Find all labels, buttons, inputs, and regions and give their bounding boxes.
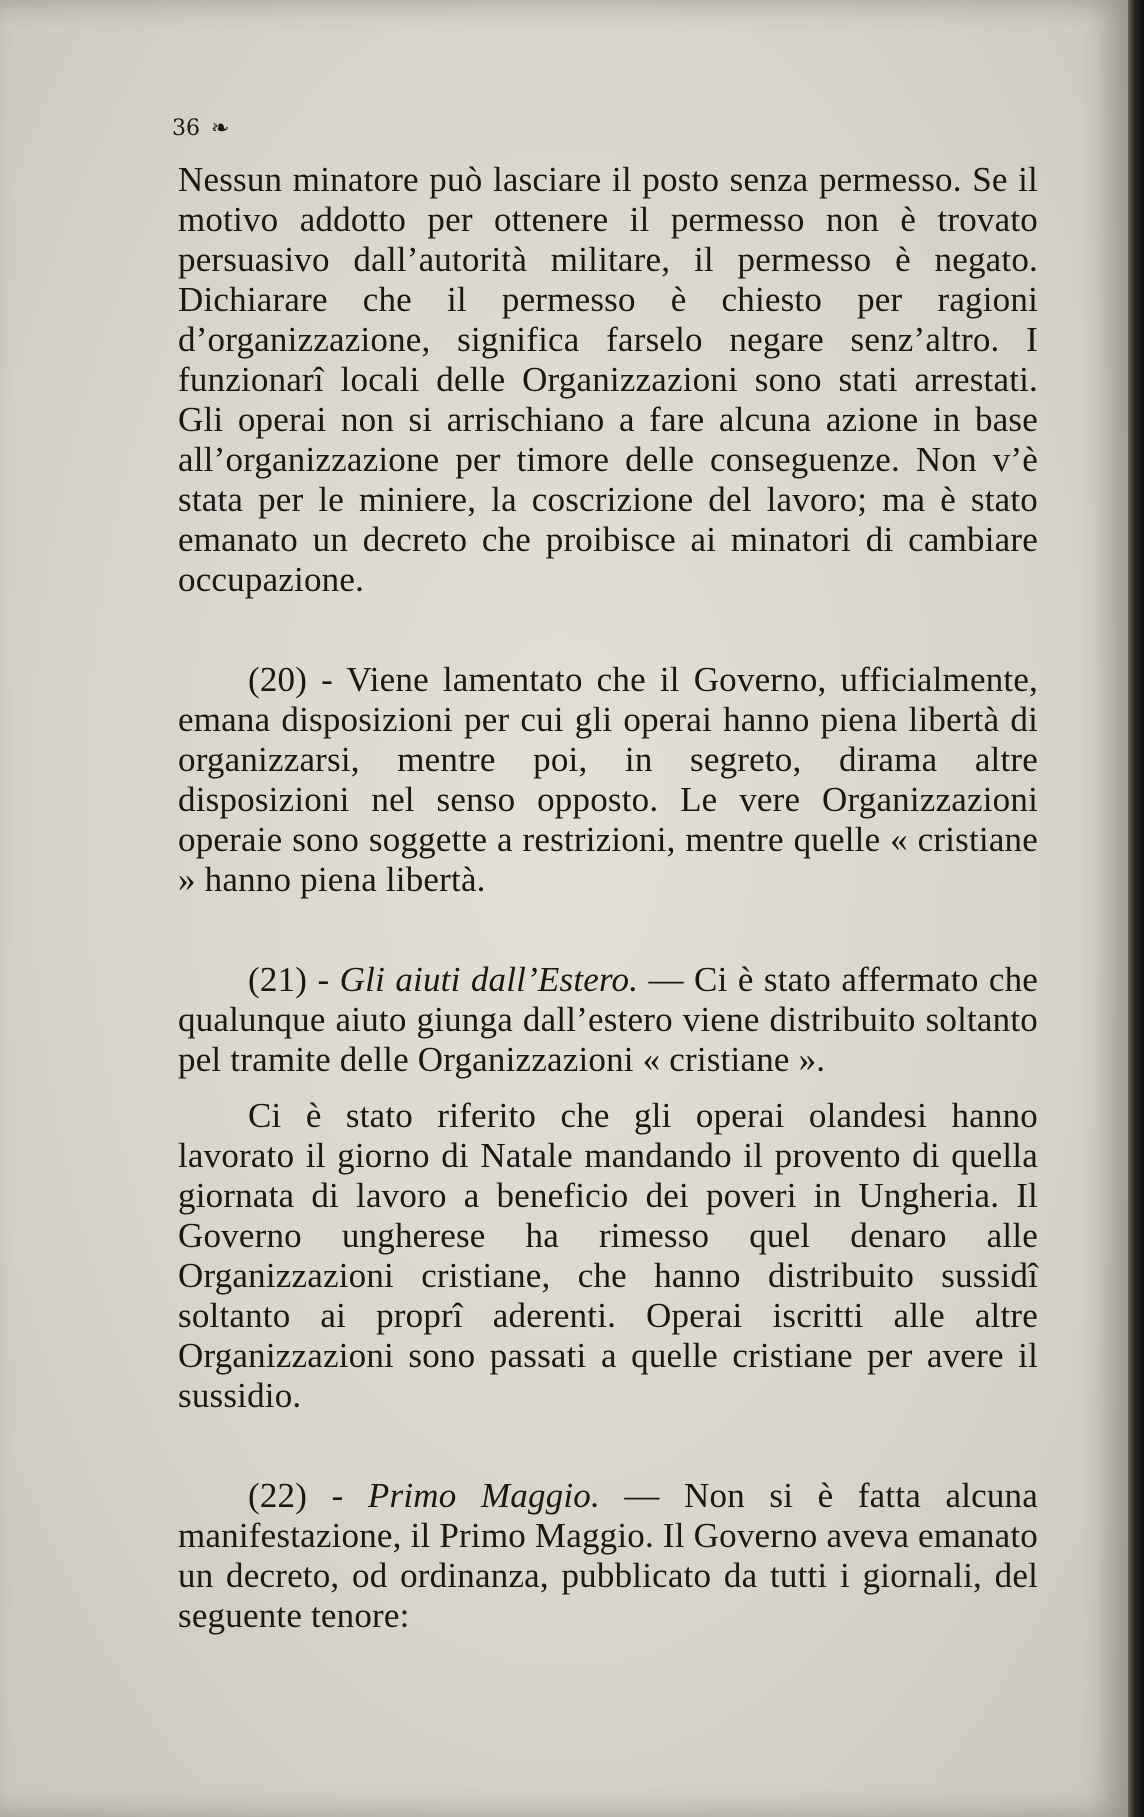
paragraph-separator: - xyxy=(331,1476,344,1515)
page-edge xyxy=(1128,0,1144,1817)
page-number: 36 xyxy=(172,116,200,141)
paragraph-number: (22) xyxy=(248,1476,308,1515)
paragraph-21 xyxy=(178,960,1038,1080)
fleuron-ornament: ❧ xyxy=(211,116,230,141)
paragraph-20 xyxy=(178,660,1038,900)
paragraph-continuation: Nessun minatore può lasciare il posto senza permesso. Se il motivo addotto per ottenere il permesso non è trovato persuasivo dall’autorità militare, il permesso è negato. Dichiarare che il permesso è chiesto per ragioni d’organizzazione, significa farselo negare senz’altro. I funzionarî locali delle Organizzazioni sono stati arrestati. Gli operai non si arrischiano a fare alcuna azione in base all’organizzazione per timore delle conseguenze. Non v’è stata per le miniere, la coscrizione del lavoro; ma è stato emanato un decreto che proibisce ai minatori di cambiare occupazione. xyxy=(178,160,1038,599)
paragraph-text: — Ci è stato affermato che qualunque aiuto giunga dall’estero viene distribuito soltanto pel tramite delle Organizzazioni « cristiane ». xyxy=(178,960,1039,1079)
paragraph-22 xyxy=(178,1476,1038,1636)
section-title: Gli aiuti dall’Estero. xyxy=(339,960,639,999)
running-head xyxy=(172,116,229,141)
paragraph-separator: - xyxy=(317,960,330,999)
paragraph-text: — Non si è fatta alcuna manifestazione, il Primo Maggio. Il Governo aveva emanato un decreto, od ordinanza, pubblicato da tutti i giornali, del seguente tenore: xyxy=(178,1476,1038,1635)
paragraph-text: - Viene lamentato che il Governo, ufficialmente, emana disposizioni per cui gli operai hanno piena libertà di organizzarsi, mentre poi, in segreto, dirama altre disposizioni nel senso opposto. Le vere Organizzazioni operaie sono soggette a restrizioni, mentre quelle « cristiane » hanno piena libertà. xyxy=(178,660,1039,899)
body-text xyxy=(178,160,1038,1636)
paragraph-number: (20) xyxy=(248,660,308,699)
paragraph-number: (21) xyxy=(248,960,308,999)
paragraph-21b: Ci è stato riferito che gli operai olandesi hanno lavorato il giorno di Natale mandando il provento di quella giornata di lavoro a beneficio dei poveri in Ungheria. Il Governo ungherese ha rimesso quel denaro alle Organizzazioni cristiane, che hanno distribuito sussidî soltanto ai proprî aderenti. Operai iscritti alle altre Organizzazioni sono passati a quelle cristiane per avere il sussidio. xyxy=(178,1096,1038,1415)
section-title: Primo Maggio. xyxy=(367,1476,600,1515)
